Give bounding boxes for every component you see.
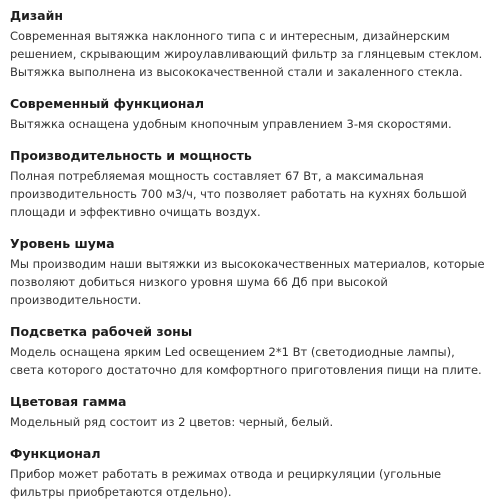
section-performance [10, 147, 499, 221]
section-lighting [10, 323, 499, 379]
section-text: Современная вытяжка наклонного типа с и интересным, дизайнерским решением, скрывающим жироулавливающий фильтр за глянцевым стеклом. Вытяжка выполнена из высококачественной стали и закаленного стекла. [10, 29, 483, 79]
section-text: Модель оснащена ярким Led освещением 2*1 Вт (светодиодные лампы), света которого достаточно для комфортного приготовления пищи на плите. [10, 345, 482, 377]
section-text: Полная потребляемая мощность составляет 67 Вт, а максимальная производительность 700 м3/ч, что позволяет работать на кухнях большой площади и эффективно очищать воздух. [10, 169, 467, 219]
section-colors [10, 393, 499, 431]
section-modes [10, 445, 499, 501]
section-title: Цветовая гамма [10, 394, 127, 409]
section-design [10, 7, 499, 81]
section-text: Вытяжка оснащена удобным кнопочным управлением 3-мя скоростями. [10, 117, 452, 131]
section-text: Прибор может работать в режимах отвода и рециркуляции (угольные фильтры приобретаются отдельно). [10, 467, 442, 499]
section-title: Производительность и мощность [10, 148, 252, 163]
section-title: Современный функционал [10, 96, 204, 111]
section-title: Подсветка рабочей зоны [10, 324, 193, 339]
section-text: Мы производим наши вытяжки из высококачественных материалов, которые позволяют добиться низкого уровня шума 66 Дб при высокой производительности. [10, 257, 485, 307]
section-text: Модельный ряд состоит из 2 цветов: черный, белый. [10, 415, 334, 429]
section-title: Функционал [10, 446, 101, 461]
section-title: Дизайн [10, 8, 63, 23]
section-functionality [10, 95, 499, 133]
section-noise-level [10, 235, 499, 309]
section-title: Уровень шума [10, 236, 115, 251]
